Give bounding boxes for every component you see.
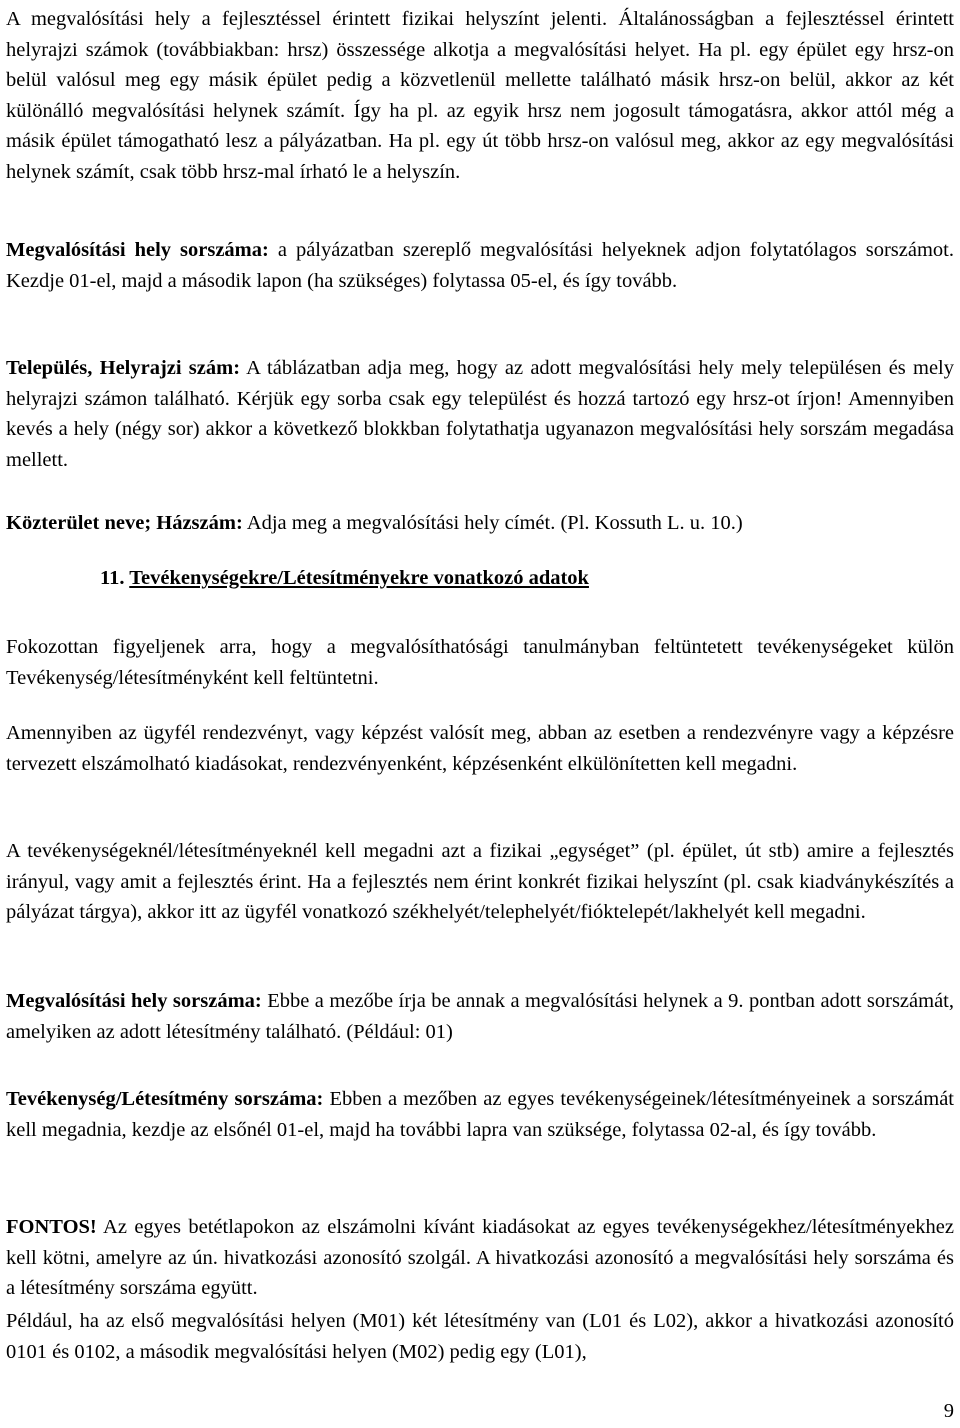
term-hely-sorszama-2: Megvalósítási hely sorszáma: xyxy=(6,990,262,1012)
paragraph-rendezveny: Amennyiben az ügyfél rendezvényt, vagy képzést valósít meg, abban az esetben a rendezvényre vagy a képzésre tervezett elszámolható kiadásokat, rendezvényenként, képzésenként elkülönítetten kell megadni. xyxy=(6,722,954,775)
definition-letesitmeny-sorszama: Ebben a mezőben az egyes tevékenységeinek/létesítményeinek a sorszámát kell megadnia, kezdje az elsőnél 01-el, majd ha további lapra van szüksége, folytassa 02-al, és így tovább. xyxy=(6,1088,954,1141)
definition-kozterulet: Adja meg a megvalósítási hely címét. (Pl. Kossuth L. u. 10.) xyxy=(242,512,743,534)
paragraph-kozterulet xyxy=(6,508,743,539)
section-heading-11 xyxy=(100,567,589,590)
definition-telepules-hrsz: A táblázatban adja meg, hogy az adott megvalósítási hely mely településen és mely helyrajzi számon található. Kérjük egy sorba csak egy települést és hozzá tartozó egy hrsz-ot írjon! Amennyiben kevés a hely (négy sor) akkor a következő blokkban folytathatja ugyanazon megvalósítási hely sorszám megadása mellett. xyxy=(6,357,954,471)
definition-hely-sorszama: a pályázatban szereplő megvalósítási helyeknek adjon folytatólagos sorszámot. Kezdje 01-el, majd a második lapon (ha szükséges) folytassa 05-el, és így tovább. xyxy=(6,239,954,292)
paragraph-megvalositasi-hely: A megvalósítási hely a fejlesztéssel érintett fizikai helyszínt jelenti. Általánosságban a fejlesztéssel érintett helyrajzi számok (továbbiakban: hrsz) összessége alkotja a megvalósítási helyet. Ha pl. egy épület egy hrsz-on belül valósul meg egy másik épület pedig a közvetlenül mellette található másik hrsz-on belül, akkor az két különálló megvalósítási helynek számít. Így ha pl. az egyik hrsz nem jogosult támogatásra, akkor attól még a másik épület támogatható lesz a pályázatban. Ha pl. egy út több hrsz-on valósul meg, akkor az egy megvalósítási helynek számít, csak több hrsz-mal írható le a helyszín. xyxy=(6,8,954,183)
paragraph-fizikai-egyseg: A tevékenységeknél/létesítményeknél kell megadni azt a fizikai „egységet” (pl. épület, út stb) amire a fejlesztés irányul, vagy amit a fejlesztés érint. Ha a fejlesztés nem érint konkrét fizikai helyszínt (pl. csak kiadványkészítés a pályázat tárgya), akkor itt az ügyfél vonatkozó székhelyét/telephelyét/fióktelepét/lakhelyét kell megadni. xyxy=(6,840,954,924)
definition-fontos: Az egyes betétlapokon az elszámolni kívánt kiadásokat az egyes tevékenységekhez/létesítményekhez kell kötni, amelyre az ún. hivatkozási azonosító szolgál. A hivatkozási azonosító a megvalósítási hely sorszáma és a létesítmény sorszáma együtt. xyxy=(6,1216,954,1300)
paragraph-telepules-hrsz xyxy=(6,353,954,475)
page-number: 9 xyxy=(943,1400,954,1422)
term-kozterulet: Közterület neve; Házszám: xyxy=(6,512,243,534)
paragraph-hely-sorszama-2 xyxy=(6,986,954,1047)
paragraph-hely-sorszama xyxy=(6,235,954,296)
term-fontos: FONTOS! xyxy=(6,1216,97,1238)
paragraph-peldaul: Például, ha az első megvalósítási helyen (M01) két létesítmény van (L01 és L02), akkor a hivatkozási azonosító 0101 és 0102, a második megvalósítási helyen (M02) pedig egy (L01), xyxy=(6,1310,954,1363)
paragraph-fontos xyxy=(6,1212,954,1304)
paragraph-fokozottan: Fokozottan figyeljenek arra, hogy a megvalósíthatósági tanulmányban feltüntetett tevékenységeket külön Tevékenység/létesítményként kell feltüntetni. xyxy=(6,636,954,689)
term-letesitmeny-sorszama: Tevékenység/Létesítmény sorszáma: xyxy=(6,1088,324,1110)
term-telepules-hrsz: Település, Helyrajzi szám: xyxy=(6,357,241,379)
paragraph-letesitmeny-sorszama xyxy=(6,1084,954,1145)
definition-hely-sorszama-2: Ebbe a mezőbe írja be annak a megvalósítási helynek a 9. pontban adott sorszámát, amelyiken az adott létesítmény található. (Például: 01) xyxy=(6,990,954,1043)
section-number: 11. xyxy=(100,567,130,589)
section-title: Tevékenységekre/Létesítményekre vonatkozó adatok xyxy=(129,567,589,589)
term-hely-sorszama: Megvalósítási hely sorszáma: xyxy=(6,239,269,261)
